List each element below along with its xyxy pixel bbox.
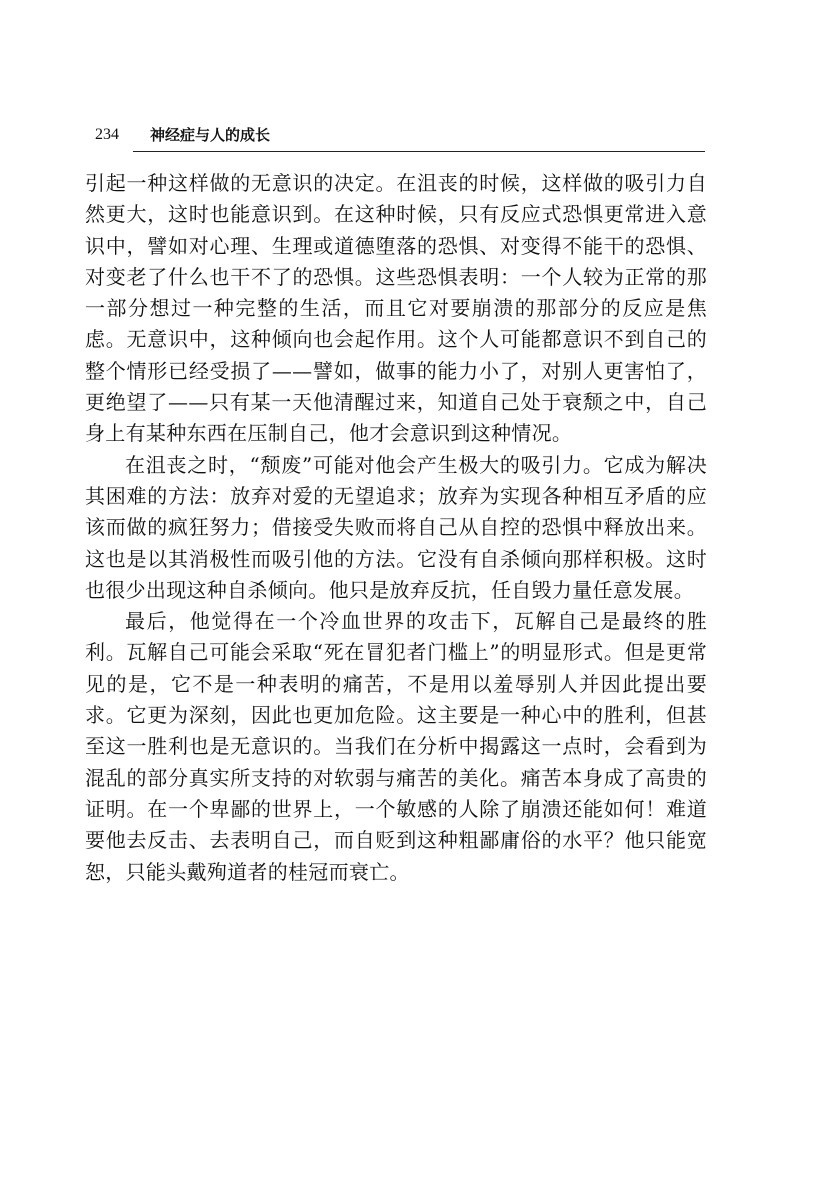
paragraph-2: 在沮丧之时，“颓废”可能对他会产生极大的吸引力。它成为解决其困难的方法：放弃对爱的无望追求；放弃为实现各种相互矛盾的应该而做的疯狂努力；借接受失败而将自己从自控的恐惧中释放出来。这也是以其消极性而吸引他的方法。它没有自杀倾向那样积极。这时也很少出现这种自杀倾向。他只是放弃反抗，任自毁力量任意发展。 [85, 452, 707, 602]
header-rule [133, 151, 705, 152]
page-header [95, 124, 705, 154]
page-number: 234 [95, 126, 119, 143]
paragraph-1: 引起一种这样做的无意识的决定。在沮丧的时候，这样做的吸引力自然更大，这时也能意识到。在这种时候，只有反应式恐惧更常进入意识中，譬如对心理、生理或道德堕落的恐惧、对变得不能干的恐惧、对变老了什么也干不了的恐惧。这些恐惧表明：一个人较为正常的那一部分想过一种完整的生活，而且它对要崩溃的那部分的反应是焦虑。无意识中，这种倾向也会起作用。这个人可能都意识不到自己的整个情形已经受损了——譬如，做事的能力小了，对别人更害怕了，更绝望了——只有某一天他清醒过来，知道自己处于衰颓之中，自己身上有某种东西在压制自己，他才会意识到这种情况。 [85, 171, 707, 446]
body-text [85, 168, 707, 888]
paragraph-3: 最后，他觉得在一个冷血世界的攻击下，瓦解自己是最终的胜利。瓦解自己可能会采取“死在冒犯者门槛上”的明显形式。但是更常见的是，它不是一种表明的痛苦，不是用以羞辱别人并因此提出要求。它更为深刻，因此也更加危险。这主要是一种心中的胜利，但甚至这一胜利也是无意识的。当我们在分析中揭露这一点时，会看到为混乱的部分真实所支持的对软弱与痛苦的美化。痛苦本身成了高贵的证明。在一个卑鄙的世界上，一个敏感的人除了崩溃还能如何！难道要他去反击、去表明自己，而自贬到这种粗鄙庸俗的水平？他只能宽恕，只能头戴殉道者的桂冠而衰亡。 [85, 609, 707, 884]
running-title: 神经症与人的成长 [150, 126, 271, 144]
